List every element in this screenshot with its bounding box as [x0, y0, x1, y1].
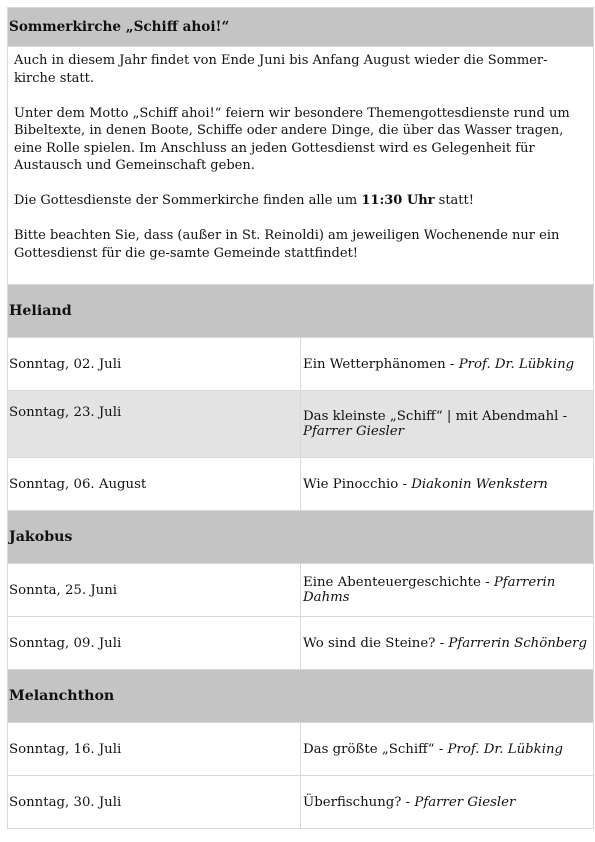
- event-description: [301, 338, 594, 391]
- event-date: Sonnta, 25. Juni: [8, 564, 301, 617]
- intro-row: [8, 47, 594, 285]
- title-row: [8, 8, 594, 47]
- section-title: Heliand: [8, 285, 594, 338]
- event-theme: Ein Wetterphänomen -: [303, 356, 459, 372]
- event-speaker: Prof. Dr. Lübking: [447, 741, 564, 757]
- intro-paragraph-3: [14, 192, 583, 210]
- section-title: Melanchthon: [8, 670, 594, 723]
- intro-time-tail: statt!: [434, 193, 474, 208]
- event-row: [8, 617, 594, 670]
- event-description: [301, 564, 594, 617]
- event-row: [8, 776, 594, 829]
- event-theme: Wo sind die Steine? -: [303, 635, 449, 651]
- event-speaker: Prof. Dr. Lübking: [458, 356, 575, 372]
- section-jakobus: [8, 511, 594, 564]
- service-time: 11:30 Uhr: [361, 193, 435, 208]
- event-speaker: Pfarrer Giesler: [303, 424, 405, 439]
- event-speaker: Pfarrerin Schönberg: [448, 635, 588, 651]
- intro-time-lead: Die Gottesdienste der Sommerkirche finden alle um: [14, 193, 362, 208]
- event-date: Sonntag, 16. Juli: [8, 723, 301, 776]
- event-description: [301, 391, 594, 458]
- document-title: Sommerkirche „Schiff ahoi!“: [8, 8, 594, 47]
- event-date: Sonntag, 09. Juli: [8, 617, 301, 670]
- event-date: Sonntag, 02. Juli: [8, 338, 301, 391]
- intro-paragraph-4: Bitte beachten Sie, dass (außer in St. Reinoldi) am jeweiligen Wochenende nur ein Gottesdienst für die ge-samte Gemeinde stattfindet!: [14, 228, 560, 261]
- event-row: [8, 564, 594, 617]
- intro-paragraph-2: Unter dem Motto „Schiff ahoi!“ feiern wir besondere Themengottesdienste rund um Bibeltexte, in denen Boote, Schiffe oder andere Dinge, die über das Wasser tragen, eine Rolle spielen. Im Anschluss an jeden Gottesdienst wird es Gelegenheit für Austausch und Gemeinschaft geben.: [14, 105, 570, 173]
- event-theme: Das kleinste „Schiff“ | mit Abendmahl -: [303, 409, 568, 424]
- section-title: Jakobus: [8, 511, 594, 564]
- section-melanchthon: [8, 670, 594, 723]
- intro-text: [8, 47, 594, 285]
- event-date: Sonntag, 06. August: [8, 458, 301, 511]
- event-description: [301, 776, 594, 829]
- event-theme: Überfischung? -: [303, 794, 415, 810]
- section-heliand: [8, 285, 594, 338]
- program-table: [7, 7, 594, 829]
- event-theme: Eine Abenteuergeschichte -: [303, 575, 494, 590]
- event-date: Sonntag, 23. Juli: [8, 391, 301, 458]
- event-row: [8, 723, 594, 776]
- event-row: [8, 338, 594, 391]
- event-theme: Wie Pinocchio -: [303, 476, 412, 492]
- event-date: Sonntag, 30. Juli: [8, 776, 301, 829]
- event-speaker: Pfarrer Giesler: [414, 794, 516, 810]
- event-row: [8, 458, 594, 511]
- document: [7, 7, 594, 829]
- event-speaker: Diakonin Wenkstern: [411, 476, 548, 492]
- event-speaker: Pfarrerin Dahms: [303, 575, 556, 605]
- event-description: [301, 617, 594, 670]
- event-description: [301, 723, 594, 776]
- intro-paragraph-1: Auch in diesem Jahr findet von Ende Juni bis Anfang August wieder die Sommer-kirche statt.: [14, 53, 548, 86]
- event-row: [8, 391, 594, 458]
- event-theme: Das größte „Schiff“ -: [303, 741, 448, 757]
- event-description: [301, 458, 594, 511]
